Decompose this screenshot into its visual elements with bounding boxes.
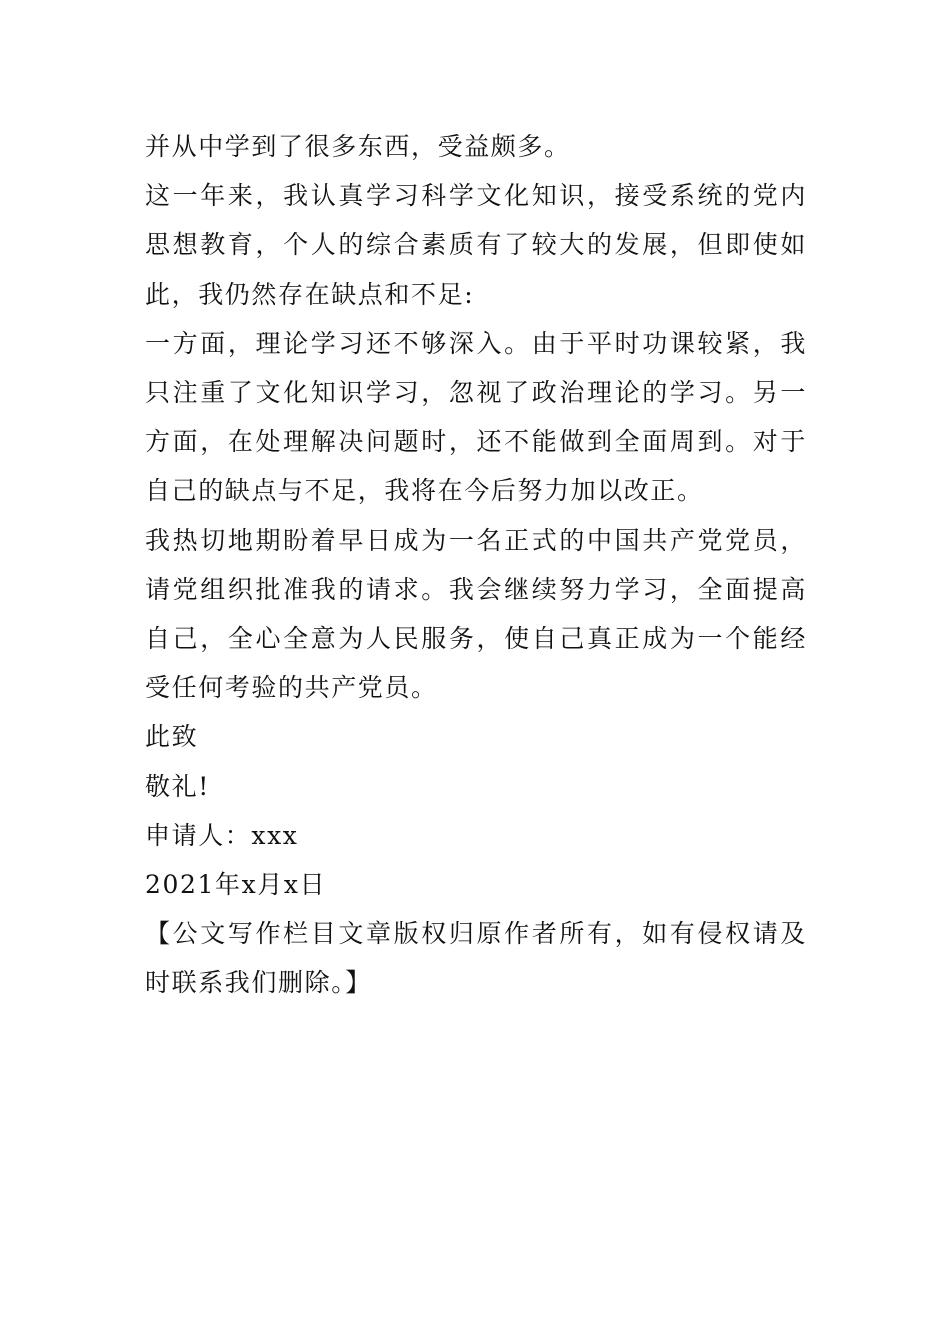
paragraph-shortcomings: 一方面，理论学习还不够深入。由于平时功课较紧，我只注重了文化知识学习，忽视了政治理论的学习。另一方面，在处理解决问题时，还不能做到全面周到。对于自己的缺点与不足，我将在今后努力加以改正。 [145,328,807,506]
closing-line: 此致 [145,722,199,752]
document-body [145,122,807,1008]
paragraph-self-assessment: 这一年来，我认真学习科学文化知识，接受系统的党内思想教育，个人的综合素质有了较大的发展，但即使如此，我仍然存在缺点和不足: [145,181,807,309]
applicant-line: 申请人：xxx [145,820,299,850]
paragraph-request: 我热切地期盼着早日成为一名正式的中国共产党党员，请党组织批准我的请求。我会继续努力学习，全面提高自己，全心全意为人民服务，使自己真正成为一个能经受任何考验的共产党员。 [145,525,807,703]
copyright-notice: 【公文写作栏目文章版权归原作者所有，如有侵权请及时联系我们删除。】 [145,919,807,998]
date-line: 2021年x月x日 [145,870,327,900]
paragraph-continuation: 并从中学到了很多东西，受益颇多。 [145,132,571,161]
salute-line: 敬礼! [145,771,210,801]
